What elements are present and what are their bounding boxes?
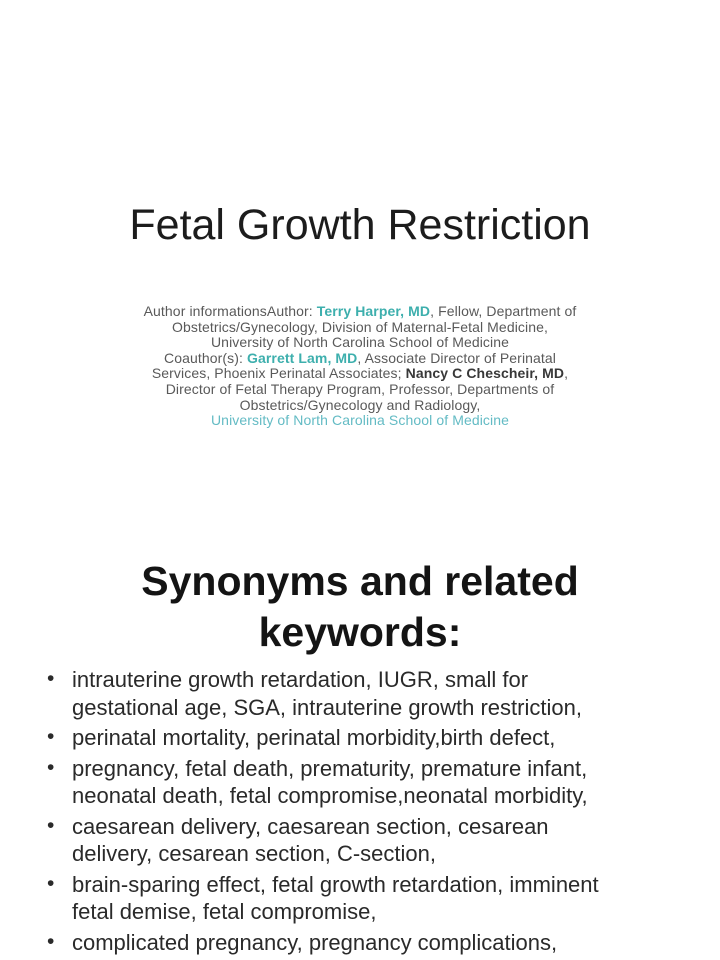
coauthor-label: Coauthor(s): [163,349,247,366]
author-line-1-suffix: , Fellow, Department of [430,303,577,319]
keyword-text: complicated pregnancy, pregnancy complications, [72,929,558,955]
keyword-text: intrauterine growth retardation, IUGR, small for gestational age, SGA, intrauterine growth restriction, [72,667,582,720]
bullet-icon: • [47,871,55,895]
keyword-text: caesarean delivery, caesarean section, cesarean delivery, cesarean section, C-section, [72,813,549,866]
list-item [44,929,622,957]
slide-heading-line-1: Synonyms and related [141,558,579,604]
author-line-4-suffix: , Associate Director of Perinatal [357,349,557,366]
author-line-1 [110,304,610,320]
list-item [44,813,622,868]
keyword-text: pregnancy, fetal death, prematurity, premature infant, neonatal death, fetal compromise,neonatal morbidity, [72,755,588,808]
list-item [44,666,622,721]
author-line-4 [110,351,610,367]
author-line-7: Obstetrics/Gynecology and Radiology, [239,396,481,413]
bullet-icon: • [47,755,55,779]
author-link-garrett-lam[interactable]: Garrett Lam, MD [246,349,358,366]
author-line-5 [110,366,610,382]
list-item [44,724,622,752]
list-item [44,871,622,926]
university-link[interactable]: University of North Carolina School of Medicine [210,412,510,429]
bullet-icon: • [47,725,55,748]
slide-heading-line-2: keywords: [258,609,462,655]
author-line-5-suffix: , [564,365,569,382]
author-block [110,304,610,429]
author-link-terry-harper[interactable]: Terry Harper, MD [316,303,431,319]
keyword-list [44,666,630,959]
author-name-nancy-chescheir: Nancy C Chescheir, MD [405,365,565,382]
author-intro-text: Author informationsAuthor: [143,303,317,319]
slide-heading [0,556,720,658]
author-line-2: Obstetrics/Gynecology, Division of Maternal-Fetal Medicine, [171,318,548,335]
bullet-icon: • [47,667,55,690]
author-line-5-prefix: Services, Phoenix Perinatal Associates; [151,365,406,382]
slide-title: Fetal Growth Restriction [129,201,591,249]
keyword-text: brain-sparing effect, fetal growth retardation, imminent fetal demise, fetal compromise, [72,871,599,924]
keyword-text: perinatal mortality, perinatal morbidity,birth defect, [72,725,556,750]
author-line-6: Director of Fetal Therapy Program, Professor, Departments of [165,380,555,397]
bullet-icon: • [47,929,55,953]
list-item [44,755,622,810]
bullet-icon: • [47,813,55,837]
author-line-3: University of North Carolina School of Medicine [210,334,510,351]
